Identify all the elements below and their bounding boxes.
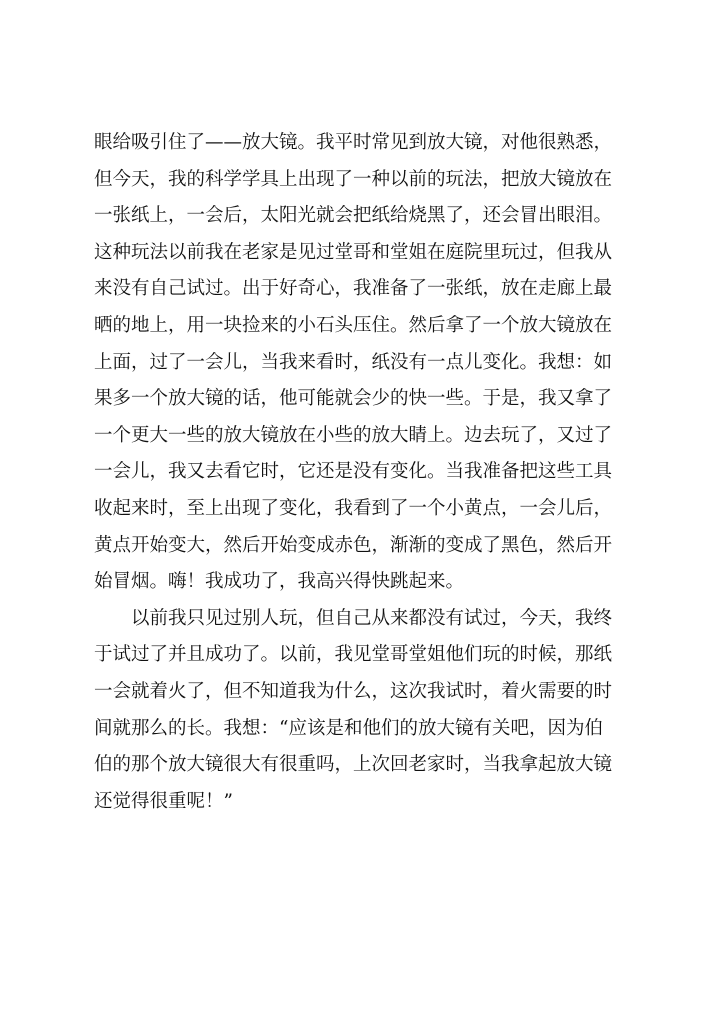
text-line: 于试过了并且成功了。以前，我见堂哥堂姐他们玩的时候，那纸	[94, 644, 613, 666]
text-line: 黄点开始变大，然后开始变成赤色，渐渐的变成了黑色，然后开	[94, 534, 613, 556]
text-line: 间就那么的长。我想：“应该是和他们的放大镜有关吧，因为伯	[94, 717, 603, 739]
text-line: 眼给吸引住了——放大镜。我平时常见到放大镜，对他很熟悉，	[94, 132, 613, 153]
text-line: 一张纸上，一会后，太阳光就会把纸给烧黑了，还会冒出眼泪。	[94, 205, 613, 227]
text-line: 来没有自己试过。出于好奇心，我准备了一张纸，放在走廊上最	[94, 278, 613, 300]
text-line: 以前我只见过别人玩，但自己从来都没有试过，今天，我终	[131, 607, 613, 629]
text-line: 上面，过了一会儿，当我来看时，纸没有一点儿变化。我想：如	[94, 351, 613, 373]
text-line: 一会就着火了，但不知道我为什么，这次我试时，着火需要的时	[94, 681, 613, 702]
text-line: 果多一个放大镜的话，他可能就会少的快一些。于是，我又拿了	[94, 388, 613, 410]
text-line: 但今天，我的科学学具上出现了一种以前的玩法，把放大镜放在	[94, 168, 613, 190]
text-line: 始冒烟。嗨！我成功了，我高兴得快跳起来。	[94, 571, 465, 593]
text-line: 伯的那个放大镜很大有很重吗，上次回老家时，当我拿起放大镜	[94, 754, 613, 776]
text-line: 晒的地上，用一块捡来的小石头压住。然后拿了一个放大镜放在	[94, 315, 613, 336]
text-line: 还觉得很重呢！”	[94, 790, 233, 812]
text-line: 收起来时，至上出现了变化，我看到了一个小黄点，一会儿后，	[94, 498, 613, 519]
text-line: 这种玩法以前我在老家是见过堂哥和堂姐在庭院里玩过，但我从	[94, 241, 613, 263]
text-line: 一会儿，我又去看它时，它还是没有变化。当我准备把这些工具	[94, 461, 613, 483]
text-line: 一个更大一些的放大镜放在小些的放大睛上。边去玩了，又过了	[94, 424, 613, 446]
